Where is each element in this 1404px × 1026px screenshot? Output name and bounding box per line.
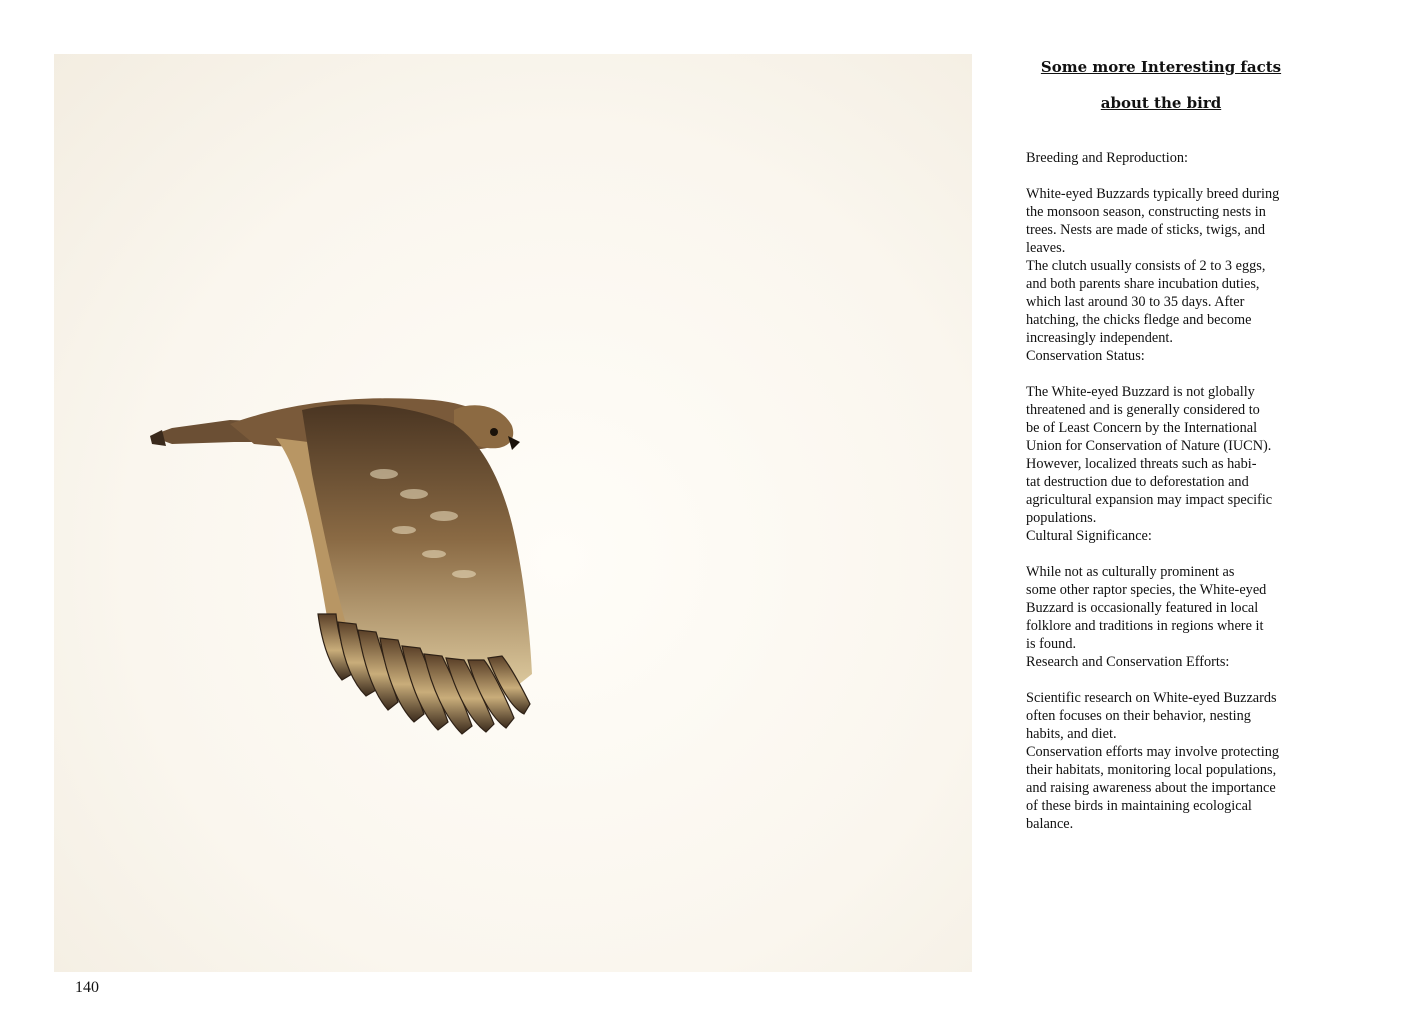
section-line: the monsoon season, constructing nests in — [1026, 204, 1266, 220]
section-line: The White-eyed Buzzard is not globally — [1026, 384, 1255, 400]
section-line: Union for Conservation of Nature (IUCN). — [1026, 438, 1272, 454]
section-line: folklore and traditions in regions where it — [1026, 618, 1264, 634]
section-line: some other raptor species, the White-eyed — [1026, 582, 1267, 598]
section-line: hatching, the chicks fledge and become — [1026, 312, 1252, 328]
bird-photo — [54, 54, 972, 972]
section-title: Research and Conservation Efforts: — [1026, 654, 1230, 670]
section-title: Conservation Status: — [1026, 348, 1145, 364]
heading-line-1 — [1026, 58, 1296, 76]
section-line: which last around 30 to 35 days. After — [1026, 294, 1245, 310]
section-line: be of Least Concern by the International — [1026, 420, 1258, 436]
section-line: and raising awareness about the importance — [1026, 780, 1276, 796]
facts-column — [1026, 56, 1316, 833]
section-line: often focuses on their behavior, nesting — [1026, 708, 1251, 724]
section-line: their habitats, monitoring local populations, — [1026, 762, 1277, 778]
section-line: balance. — [1026, 816, 1074, 832]
section-line: Conservation efforts may involve protecting — [1026, 744, 1280, 760]
section-line: Buzzard is occasionally featured in local — [1026, 600, 1259, 616]
section-line: tat destruction due to deforestation and — [1026, 474, 1249, 490]
page-number: 140 — [75, 979, 99, 996]
heading-text-2: about the bird — [1100, 94, 1222, 112]
section-line: While not as culturally prominent as — [1026, 564, 1235, 580]
section-line: habits, and diet. — [1026, 726, 1117, 742]
section-line: leaves. — [1026, 240, 1066, 256]
section-line: White-eyed Buzzards typically breed during — [1026, 186, 1280, 202]
section-title: Breeding and Reproduction: — [1026, 150, 1188, 166]
facts-body — [1026, 149, 1316, 833]
heading-text-1: Some more Interesting facts — [1040, 58, 1282, 76]
section-title: Cultural Significance: — [1026, 528, 1152, 544]
section-line: However, localized threats such as habi- — [1026, 456, 1257, 472]
heading-line-2 — [1026, 94, 1296, 112]
section-line: agricultural expansion may impact specific — [1026, 492, 1273, 508]
section-line: populations. — [1026, 510, 1097, 526]
flying-buzzard-icon — [54, 54, 972, 972]
section-line: and both parents share incubation duties, — [1026, 276, 1260, 292]
section-line: Scientific research on White-eyed Buzzards — [1026, 690, 1277, 706]
section-line: of these birds in maintaining ecological — [1026, 798, 1252, 814]
section-line: threatened and is generally considered to — [1026, 402, 1260, 418]
section-line: The clutch usually consists of 2 to 3 eggs, — [1026, 258, 1266, 274]
section-line: trees. Nests are made of sticks, twigs, and — [1026, 222, 1266, 238]
section-line: is found. — [1026, 636, 1077, 652]
section-line: increasingly independent. — [1026, 330, 1173, 346]
